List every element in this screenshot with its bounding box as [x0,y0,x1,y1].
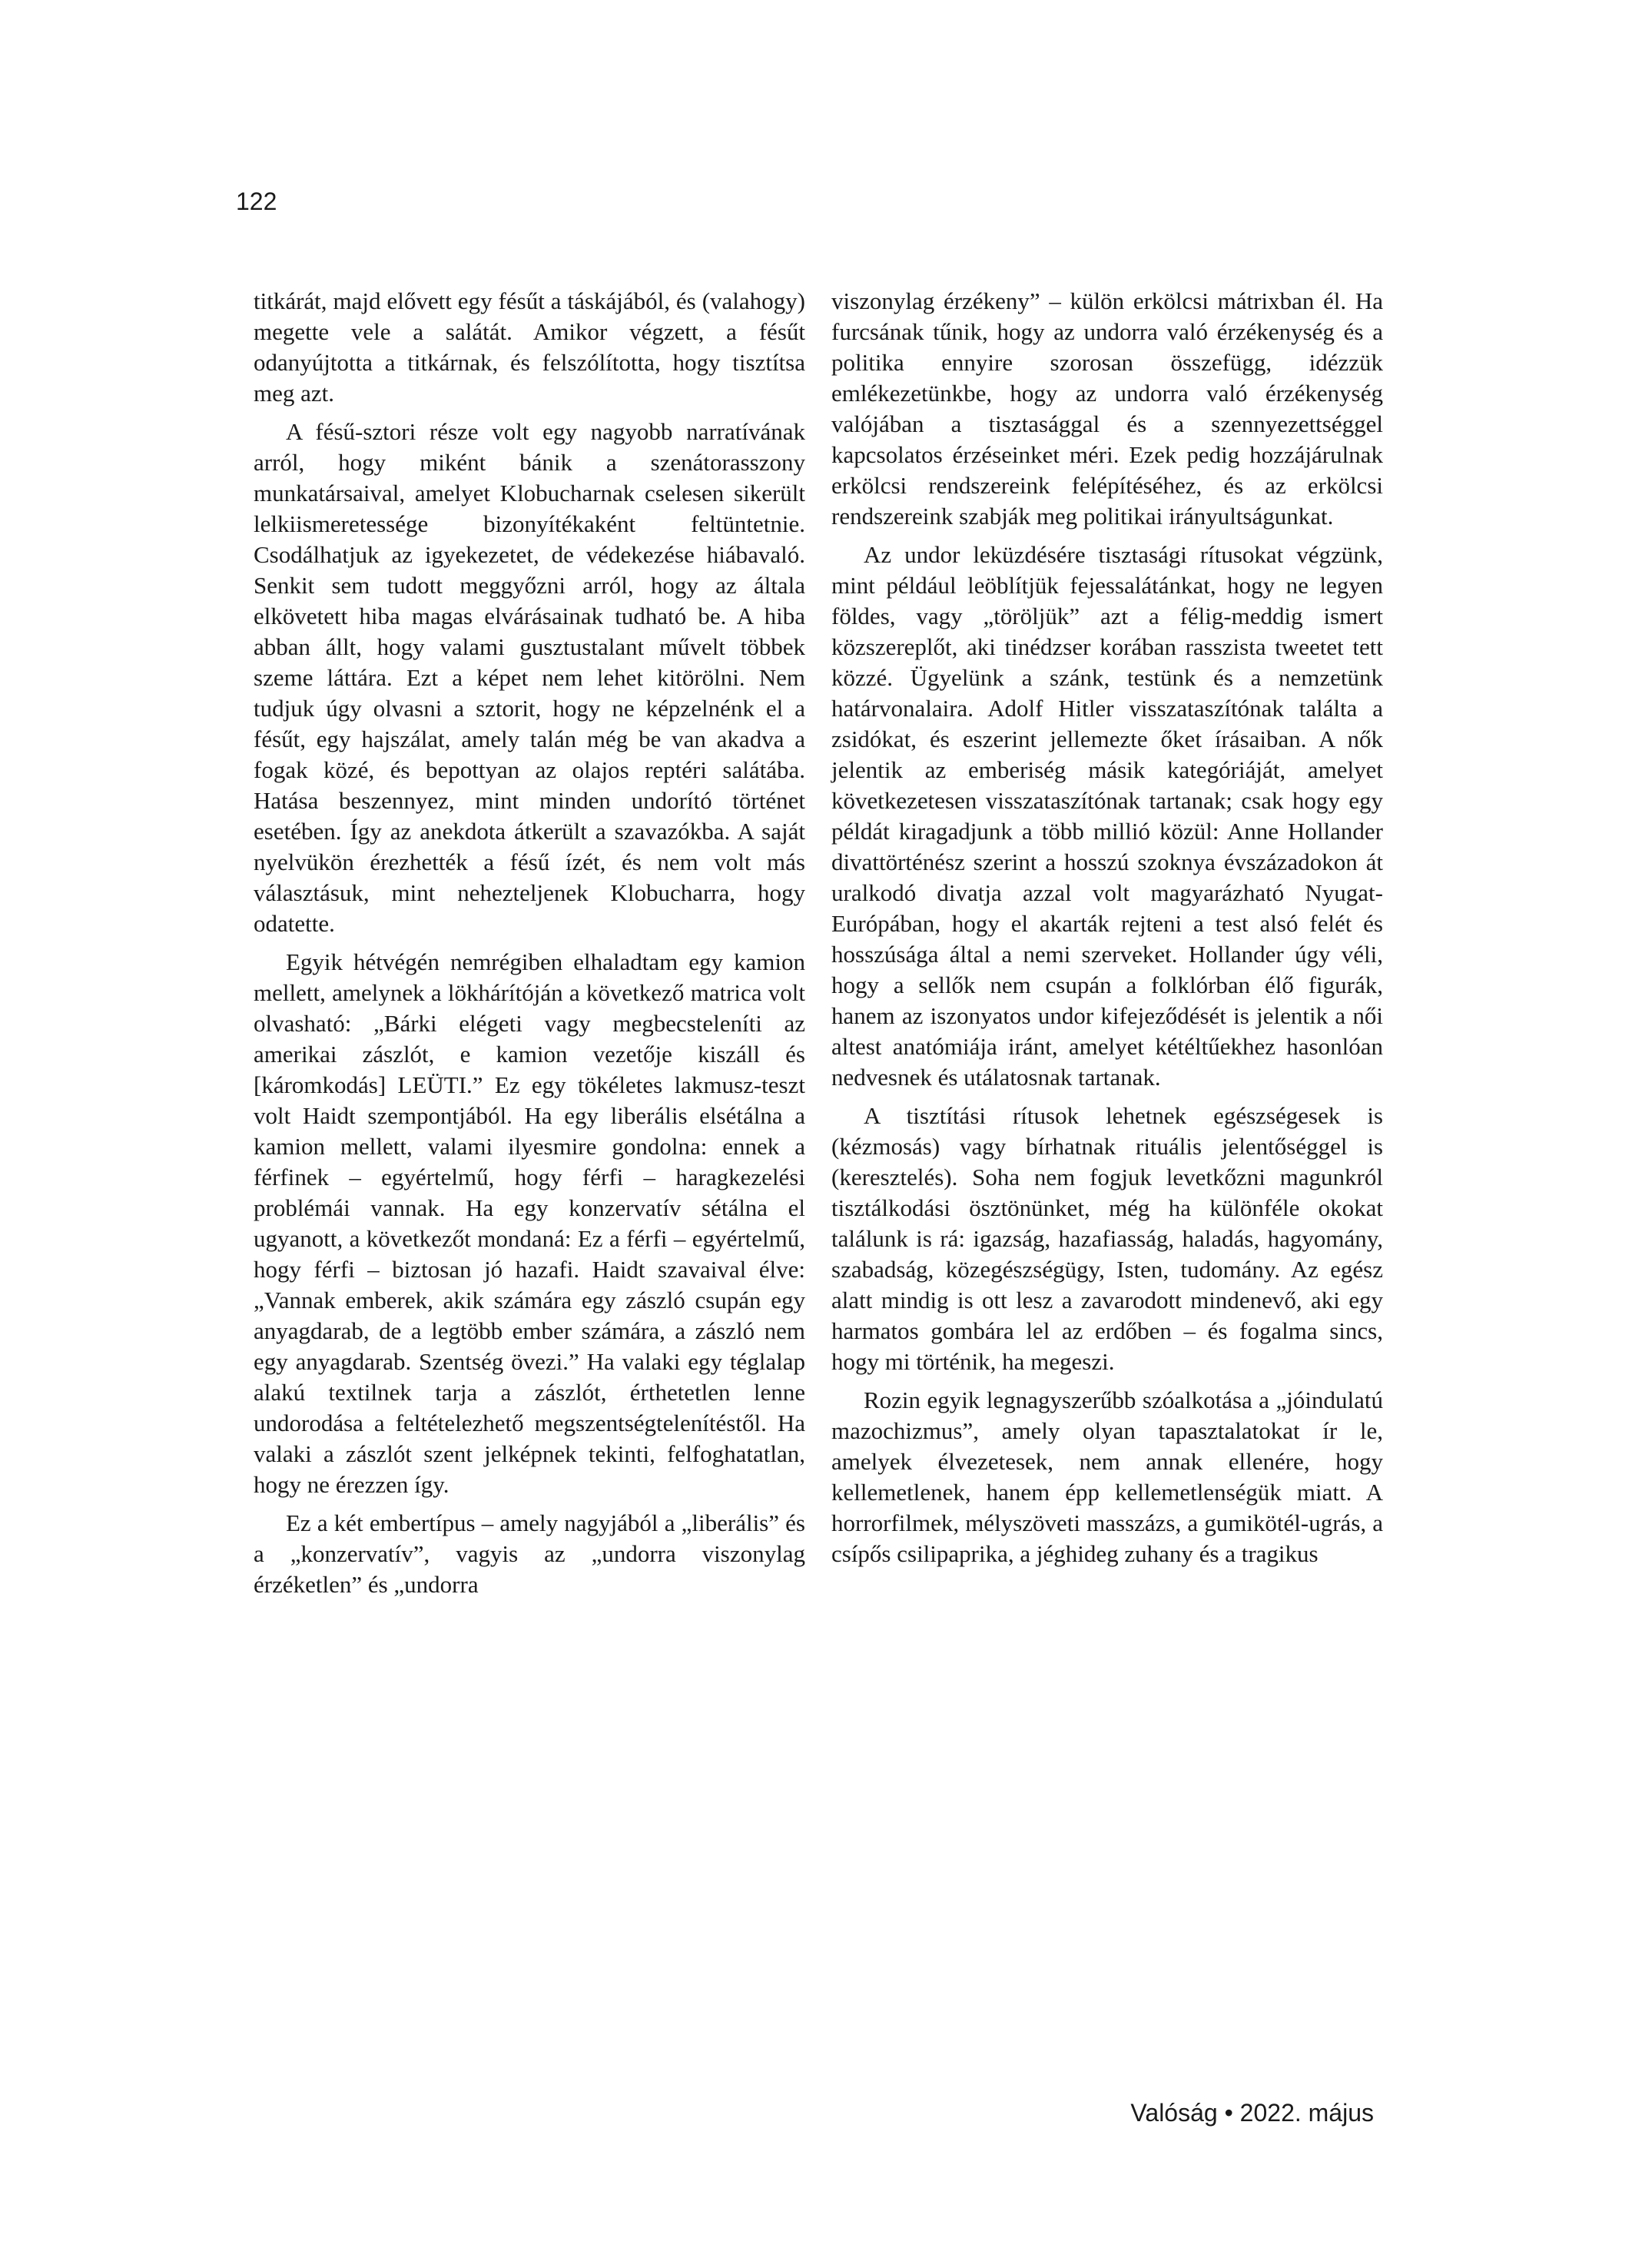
left-text-column [254,286,805,1608]
paragraph: A tisztítási rítusok lehetnek egészségesek is (kézmosás) vagy bírhatnak rituális jelentőséggel is (keresztelés). Soha nem fogjuk levetkőzni magunkról tisztálkodási ösztönünket, még ha különféle okokat találunk is rá: igazság, hazafiasság, haladás, hagyomány, szabadság, közegészségügy, Isten, tudomány. Az egész alatt mindig is ott lesz a zavarodott mindenevő, aki egy harmatos gombára lel az erdőben – és fogalma sincs, hogy mi történik, ha megeszi. [831,1102,1383,1375]
page-number: 122 [236,188,277,215]
paragraph: Egyik hétvégén nemrégiben elhaladtam egy kamion mellett, amelynek a lökhárítóján a következő matrica volt olvasható: „Bárki elégeti vagy megbecsteleníti az amerikai zászlót, e kamion vezetője kiszáll és [káromkodás] LEÜTI.” Ez egy tökéletes lakmusz-teszt volt Haidt szempontjából. Ha egy liberális elsétálna a kamion mellett, valami ilyesmire gondolna: ennek a férfinek – egyértelmű, hogy férfi – haragkezelési problémái vannak. Ha egy konzervatív sétálna el ugyanott, a következőt mondaná: Ez a férfi – egyértelmű, hogy férfi – biztosan jó hazafi. Haidt szavaival élve: „Vannak emberek, akik számára egy zászló csupán egy anyagdarab, de a legtöbb ember számára, a zászló nem egy anyagdarab. Szentség övezi.” Ha valaki egy téglalap alakú textilnek tarja a zászlót, érthetetlen lenne undorodása a feltételezhető megszentségtelenítéstől. Ha valaki a zászlót szent jelképnek tekinti, felfoghatatlan, hogy ne érezzen így. [254,948,805,1498]
right-text-column [831,286,1383,1577]
paragraph: viszonylag érzékeny” – külön erkölcsi mátrixban él. Ha furcsának tűnik, hogy az undorra való érzékenység és a politika ennyire szorosan összefügg, idézzük emlékezetünkbe, hogy az undorra való érzékenység valójában a tisztasággal és a szennyezettséggel kapcsolatos érzéseinket méri. Ezek pedig hozzájárulnak erkölcsi rendszereink felépítéséhez, és az erkölcsi rendszereink szabják meg politikai irányultságunkat. [831,287,1383,530]
footer-publication: Valóság • 2022. május [1130,2099,1374,2127]
paragraph: titkárát, majd elővett egy fésűt a táskájából, és (valahogy) megette vele a salátát. Amikor végzett, a fésűt odanyújtotta a titkárnak, és felszólította, hogy tisztítsa meg azt. [254,287,805,407]
paragraph: Az undor leküzdésére tisztasági rítusokat végzünk, mint például leöblítjük fejessalátánkat, hogy ne legyen földes, vagy „töröljük” azt a félig-meddig ismert közszereplőt, aki tinédzser korában rasszista tweetet tett közzé. Ügyelünk a szánk, testünk és a nemzetünk határvonalaira. Adolf Hitler visszataszítónak találta a zsidókat, és eszerint jellemezte őket írásaiban. A nők jelentik az emberiség másik kategóriáját, amelyet következetesen visszataszítónak tartanak; csak hogy egy példát kiragadjunk a több millió közül: Anne Hollander divattörténész szerint a hosszú szoknya évszázadokon át uralkodó divatja azzal volt magyarázható Nyugat-Európában, hogy el akarták rejteni a test alsó felét és hosszúsága által a nemi szerveket. Hollander úgy véli, hogy a sellők nem csupán a folklórban élő figurák, hanem az iszonyatos undor kifejeződését is jelentik a női altest anatómiája iránt, amelyet kétéltűekhez hasonlóan nedvesnek és utálatosnak tartanak. [831,541,1383,1091]
paragraph: Ez a két embertípus – amely nagyjából a „liberális” és a „konzervatív”, vagyis az „undorra viszonylag érzéketlen” és „undorra [254,1509,805,1598]
paragraph: A fésű-sztori része volt egy nagyobb narratívának arról, hogy miként bánik a szenátorasszony munkatársaival, amelyet Klobucharnak cselesen sikerült lelkiismeretessége bizonyítékaként feltüntetnie. Csodálhatjuk az igyekezetet, de védekezése hiábavaló. Senkit sem tudott meggyőzni arról, hogy az általa elkövetett hiba magas elvárásainak tudható be. A hiba abban állt, hogy valami gusztustalant művelt többek szeme láttára. Ezt a képet nem lehet kitörölni. Nem tudjuk úgy olvasni a sztorit, hogy ne képzelnénk el a fésűt, egy hajszálat, amely talán még be van akadva a fogak közé, és bepottyan az olajos reptéri salátába. Hatása beszennyez, mint minden undorító történet esetében. Így az anekdota átkerült a szavazókba. A saját nyelvükön érezhették a fésű ízét, és nem volt más választásuk, mint nehezteljenek Klobucharra, hogy odatette. [254,418,805,937]
paragraph: Rozin egyik legnagyszerűbb szóalkotása a „jóindulatú mazochizmus”, amely olyan tapasztalatokat ír le, amelyek élvezetesek, nem annak ellenére, hogy kellemetlenek, hanem épp kellemetlenségük miatt. A horrorfilmek, mélyszöveti masszázs, a gumikötél-ugrás, a csípős csilipaprika, a jéghideg zuhany és a tragikus [831,1386,1383,1567]
